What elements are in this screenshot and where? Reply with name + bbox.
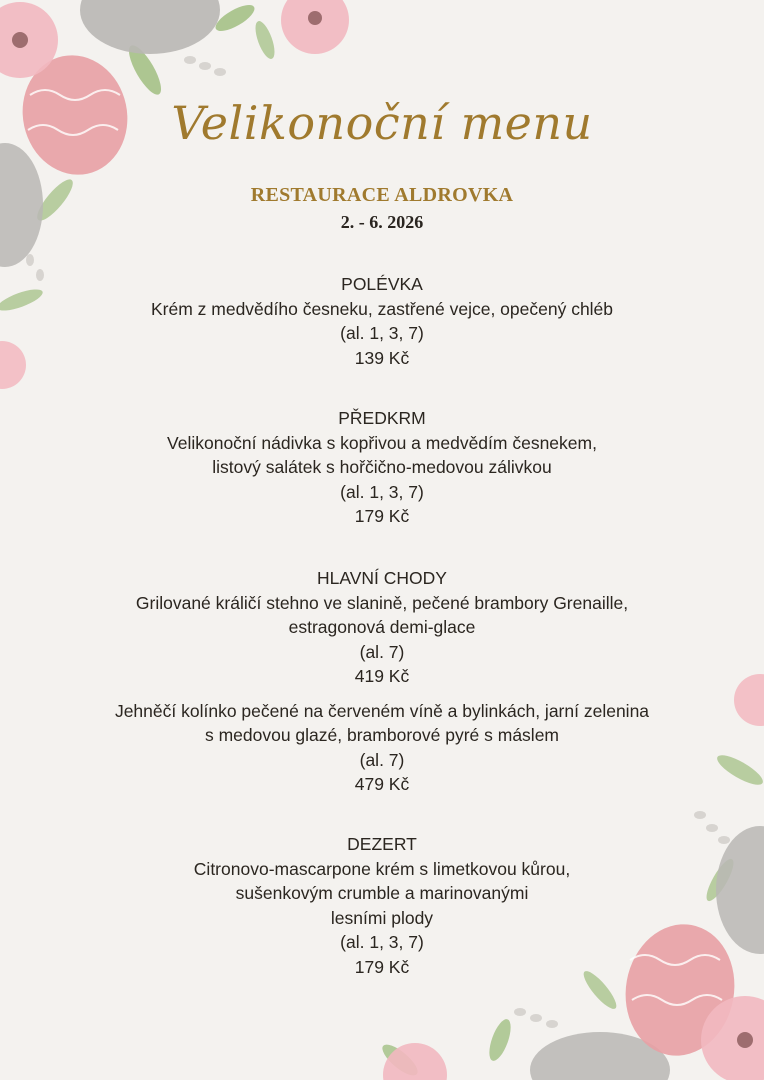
allergens: (al. 1, 3, 7) [340,323,424,343]
blossom-icon [383,1043,447,1080]
grey-easter-egg-icon [80,0,220,54]
price: 419 Kč [354,666,410,686]
dish-description: Krém z medvědího česneku, zastřené vejce, opečený chléb [150,298,614,319]
leaf-icon [0,285,45,315]
allergens: (al. 7) [359,641,405,662]
allergens: (al. 1, 3, 7) [340,932,424,952]
leaf-icon [378,1040,422,1080]
menu-section-soup [40,272,724,370]
leaf-icon [252,19,279,61]
dish-description: lesními plody [330,907,434,928]
menu-section-dessert [40,832,724,979]
menu-item [40,699,724,797]
grey-easter-egg-icon [530,1032,670,1080]
leaf-icon [485,1017,515,1064]
dish-description: Jehněčí kolínko pečené na červeném víně a bylinkách, jarní zelenina [114,700,650,721]
menu-section-main-courses [40,566,724,797]
section-heading: DEZERT [347,834,417,854]
blossom-icon [0,2,58,78]
menu-item [40,431,724,529]
blossom-icon [701,996,764,1080]
price: 479 Kč [354,774,410,794]
catkin-icon [26,56,226,281]
blossom-icon [734,674,764,726]
blossom-icon [0,341,26,389]
price: 179 Kč [354,506,410,526]
dish-description: Citronovo-mascarpone krém s limetkovou kůrou, [193,858,571,879]
menu-item [40,591,724,689]
menu-item [40,857,724,980]
leaf-icon [123,41,167,98]
dish-description: sušenkovým crumble a marinovanými [235,883,529,903]
menu-title: Velikonoční menu [171,96,593,150]
section-heading: POLÉVKA [341,274,423,294]
section-heading: HLAVNÍ CHODY [317,568,447,588]
dish-description: Velikonoční nádivka s kopřivou a medvědím česnekem, [167,432,597,453]
allergens: (al. 7) [359,749,405,770]
restaurant-name: RESTAURACE ALDROVKA [250,184,514,206]
menu-section-starter [40,406,724,529]
menu-dates: 2. - 6. 2026 [340,212,424,232]
dish-description: estragonová demi-glace [288,617,476,637]
dish-description: Grilované králičí stehno ve slanině, pečené brambory Grenaille, [135,592,629,613]
price: 179 Kč [354,956,410,977]
blossom-icon [281,0,349,54]
dish-description: s medovou glazé, bramborové pyré s máslem [204,725,560,745]
leaf-icon [212,0,258,36]
section-heading: PŘEDKRM [338,408,426,428]
menu-item [40,297,724,371]
dish-description: listový salátek s hořčično-medovou zálivkou [212,457,552,477]
allergens: (al. 1, 3, 7) [340,481,424,502]
price: 139 Kč [354,347,410,368]
